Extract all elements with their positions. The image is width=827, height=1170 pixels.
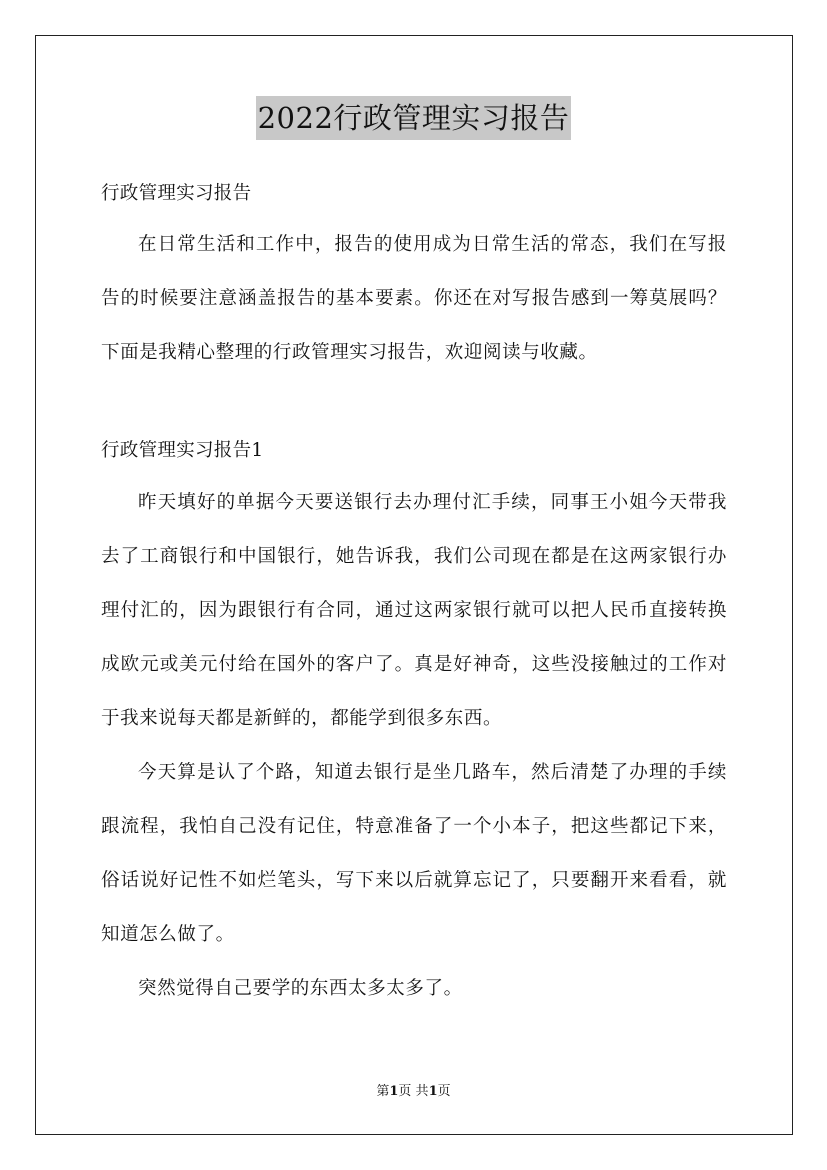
body-paragraph: 突然觉得自己要学的东西太多太多了。 bbox=[138, 978, 463, 999]
spacer bbox=[101, 380, 727, 434]
intro-paragraph: 在日常生活和工作中，报告的使用成为日常生活的常态，我们在写报告的时候要注意涵盖报告的基本要素。你还在对写报告感到一筹莫展吗？下面是我精心整理的行政管理实习报告，欢迎阅读与收藏。 bbox=[101, 234, 727, 363]
page-total: 1 bbox=[428, 1084, 438, 1099]
document-body bbox=[101, 172, 727, 1016]
title-container bbox=[0, 96, 827, 140]
page-footer bbox=[0, 1082, 827, 1102]
page-suffix: 页 bbox=[437, 1084, 451, 1099]
body-paragraph: 今天算是认了个路，知道去银行是坐几路车，然后清楚了办理的手续跟流程，我怕自己没有记住，特意准备了一个小本子，把这些都记下来，俗话说好记性不如烂笔头，写下来以后就算忘记了，只要翻开来看看，就知道怎么做了。 bbox=[101, 762, 727, 945]
section-heading-1: 行政管理实习报告1 bbox=[101, 440, 264, 461]
section-heading-intro: 行政管理实习报告 bbox=[101, 183, 252, 204]
body-paragraph: 昨天填好的单据今天要送银行去办理付汇手续，同事王小姐今天带我去了工商银行和中国银行，她告诉我，我们公司现在都是在这两家银行办理付汇的，因为跟银行有合同，通过这两家银行就可以把人民币直接转换成欧元或美元付给在国外的客户了。真是好神奇，这些没接触过的工作对于我来说每天都是新鲜的，都能学到很多东西。 bbox=[101, 492, 727, 729]
page-mid: 页 共 bbox=[398, 1084, 429, 1099]
document-title: 2022行政管理实习报告 bbox=[256, 96, 572, 140]
page-current: 1 bbox=[389, 1084, 399, 1099]
page-prefix: 第 bbox=[376, 1084, 390, 1099]
